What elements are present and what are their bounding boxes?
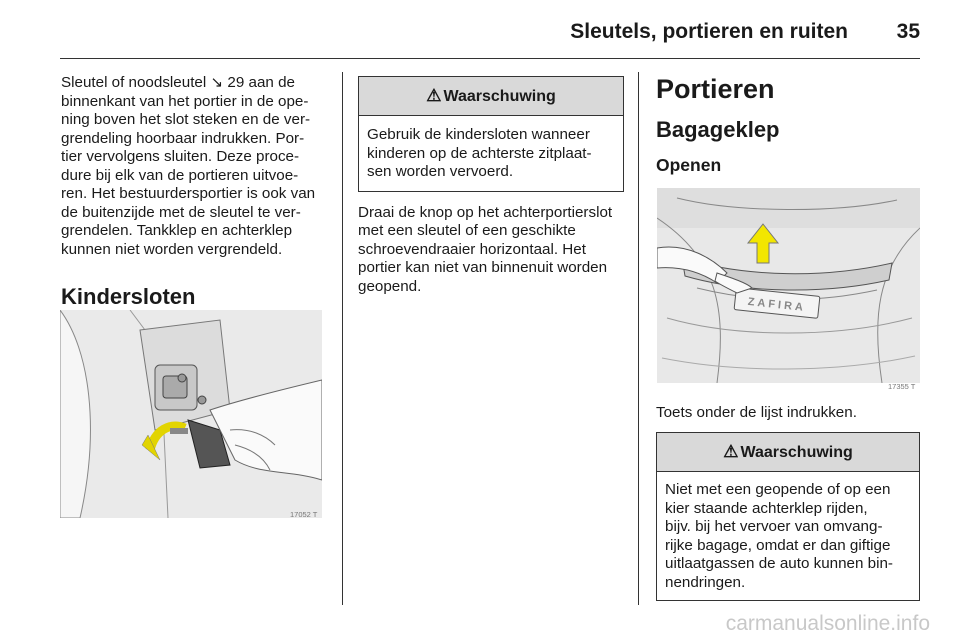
text-line: sen worden vervoerd. <box>367 163 514 180</box>
image-code-17355: 17355 T <box>888 382 916 391</box>
text-line: kinderen op de achterste zitplaat- <box>367 144 592 162</box>
page-header-title: Sleutels, portieren en ruiten <box>570 20 848 43</box>
tailgate-illustration <box>657 188 920 383</box>
text-line: kier staande achterklep rijden, <box>665 499 868 517</box>
section-heading-bagageklep: Bagageklep <box>656 117 780 142</box>
text-line: dure bij elk van de portieren uitvoe- <box>61 166 299 184</box>
warning-box-child-lock <box>358 76 624 192</box>
warning-box-tailgate <box>656 432 920 601</box>
text-line: binnenkant van het portier in de ope- <box>61 92 309 110</box>
column-2 <box>358 76 624 296</box>
page-number: 35 <box>896 20 920 43</box>
tailgate-caption: Toets onder de lijst indrukken. <box>656 404 857 421</box>
warning-header <box>359 77 623 116</box>
child-lock-illustration <box>60 310 322 518</box>
warning-title: Waarschuwing <box>740 444 853 461</box>
text-line: tier vervolgens sluiten. Deze proce- <box>61 148 300 165</box>
column-1 <box>61 74 331 310</box>
text-line: Gebruik de kindersloten wanneer <box>367 126 590 143</box>
column-divider-left <box>342 72 343 605</box>
warning-triangle-icon: ⚠ <box>426 86 442 105</box>
text-line: geopend. <box>358 277 422 295</box>
text-line: Niet met een geopende of op een <box>665 481 891 498</box>
column-divider-right <box>638 72 639 605</box>
text-line: uitlaatgassen de auto kunnen bin- <box>665 555 893 572</box>
text-line: bijv. bij het vervoer van omvang- <box>665 518 883 535</box>
watermark-footer: carmanualsonline.info <box>725 612 930 635</box>
text-line: portier kan niet van binnenuit worden <box>358 259 608 276</box>
text-line: grendelen. Tankklep en achterklep <box>61 222 293 239</box>
text-line: de buitenzijde met de sleutel te ver- <box>61 203 301 221</box>
text-line: met een sleutel of een geschikte <box>358 222 576 239</box>
text-line: nendringen. <box>665 573 746 591</box>
text-line: schroevendraaier horizontaal. Het <box>358 240 586 258</box>
image-code-17052: 17052 T <box>290 510 318 519</box>
section-heading-portieren: Portieren <box>656 74 775 104</box>
warning-header <box>657 433 919 472</box>
text-line: ren. Het bestuurdersportier is ook van <box>61 185 316 202</box>
header-divider <box>60 58 920 59</box>
text-line: rijke bagage, omdat er dan giftige <box>665 536 891 554</box>
child-lock-paragraph <box>358 204 624 297</box>
text-line: ning boven het slot steken en de ver- <box>61 111 311 128</box>
text-line: grendeling hoorbaar indrukken. Por- <box>61 129 305 147</box>
section-heading-openen: Openen <box>656 155 722 175</box>
text-line: Draai de knop op het achterportierslot <box>358 203 613 221</box>
text-line: kunnen niet worden vergrendeld. <box>61 240 283 258</box>
key-instructions-paragraph <box>61 74 331 259</box>
section-heading-kindersloten: Kindersloten <box>61 284 196 309</box>
text-line: Sleutel of noodsleutel ↘ 29 aan de <box>61 74 295 91</box>
column-3 <box>656 74 920 176</box>
warning-body <box>657 472 919 600</box>
warning-body <box>359 116 623 191</box>
warning-triangle-icon: ⚠ <box>723 442 739 461</box>
warning-title: Waarschuwing <box>443 88 556 105</box>
zafira-badge-text: ZAFIRA <box>747 295 807 315</box>
